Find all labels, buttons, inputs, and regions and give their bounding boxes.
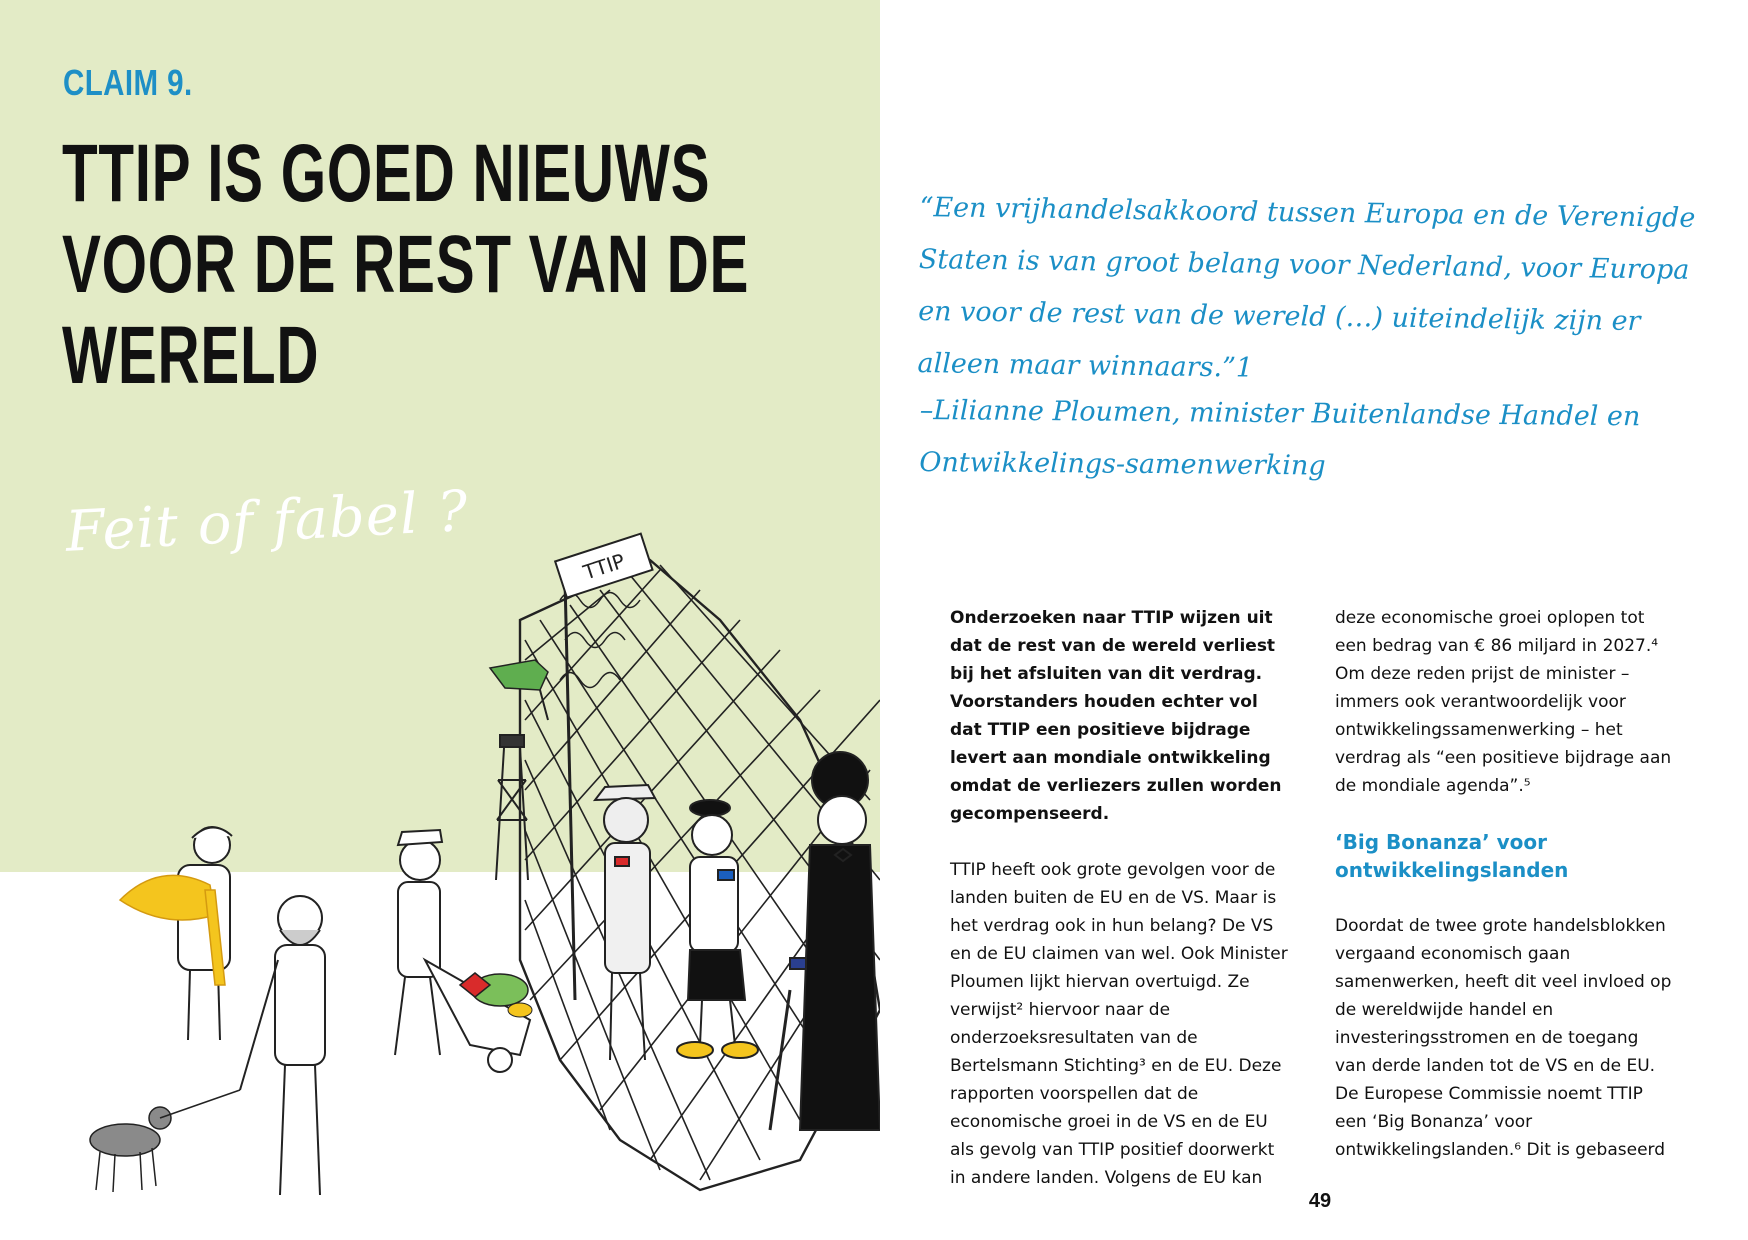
claim-label: CLAIM 9. [63,62,193,103]
farmer-with-wheelbarrow [395,830,530,1072]
dutch-man [677,800,758,1058]
section-heading: ‘Big Bonanza’ voor ontwikkelingslanden [1335,830,1569,882]
quote-text: “Een vrijhandelsakkoord tussen Europa en de Verenigde Staten is van groot belang voor Nederland, voor Europa en voor de rest van de wereld (…) uiteindelijk zijn er alleen maar winnaars.”1 [917,191,1696,384]
bearded-man [240,896,325,1195]
handwritten-quote [917,182,1710,401]
body-paragraph: deze economische groei oplopen tot een bedrag van € 86 miljard in 2027.⁴ Om deze reden prijst de minister – immers ook verantwoordelijk voor ontwikkelingssamenwerking – het verdrag als “een positieve bijdrage aan de mondiale agenda”.⁵ [1335,608,1672,796]
intro-paragraph: Onderzoeken naar TTIP wijzen uit dat de rest van de wereld verliest bij het afsluiten van dit verdrag. Voorstanders houden echter vol dat TTIP een positieve bijdrage levert aan mondiale ontwikkeling omdat de verliezers zullen worden gecompenseerd. [950,608,1282,824]
handwritten-subtitle: Feit of fabel ? [64,478,471,565]
dog [90,1090,240,1192]
watchtower [496,735,528,880]
cowboy [595,785,655,1060]
ttip-sign [555,534,652,598]
fence-post [565,580,575,1000]
body-paragraph: TTIP heeft ook grote gevolgen voor de landen buiten de EU en de VS. Maar is het verdrag ook in hun belang? De VS en de EU claimen van wel. Ook Minister Ploumen lijkt hiervan overtuigd. Ze verwijst² hiervoor naar de onderzoeksresultaten van de Bertelsmann Stichting³ en de EU. Deze rapporten voorspellen dat de economische groei in de VS en de EU als gevolg van TTIP positief doorwerkt in andere landen. Volgens de EU kan [950,860,1288,1188]
ttip-fence-illustration [0,520,880,1240]
text-column-right [1335,604,1675,1192]
page-number: 49 [1308,1190,1332,1212]
quote-attribution: –Lilianne Ploumen, minister Buitenlandse Handel en Ontwikkelings-samenwerking [919,394,1641,482]
british-gentleman [770,752,880,1130]
woman-with-wheat [178,827,232,1040]
page-title: TTIP IS GOED NIEUWS VOOR DE REST VAN DE WERELD [62,128,750,401]
ttip-sign-text: TTIP [580,548,628,585]
text-column-left [950,604,1290,1220]
body-paragraph: Doordat de twee grote handelsblokken vergaand economisch gaan samenwerken, heeft dit veel invloed op de wereldwijde handel en investeringsstromen en de toegang van derde landen tot de VS en de EU. De Europese Commissie noemt TTIP een ‘Big Bonanza’ voor ontwikkelingslanden.⁶ Dit is gebaseerd [1335,916,1672,1160]
